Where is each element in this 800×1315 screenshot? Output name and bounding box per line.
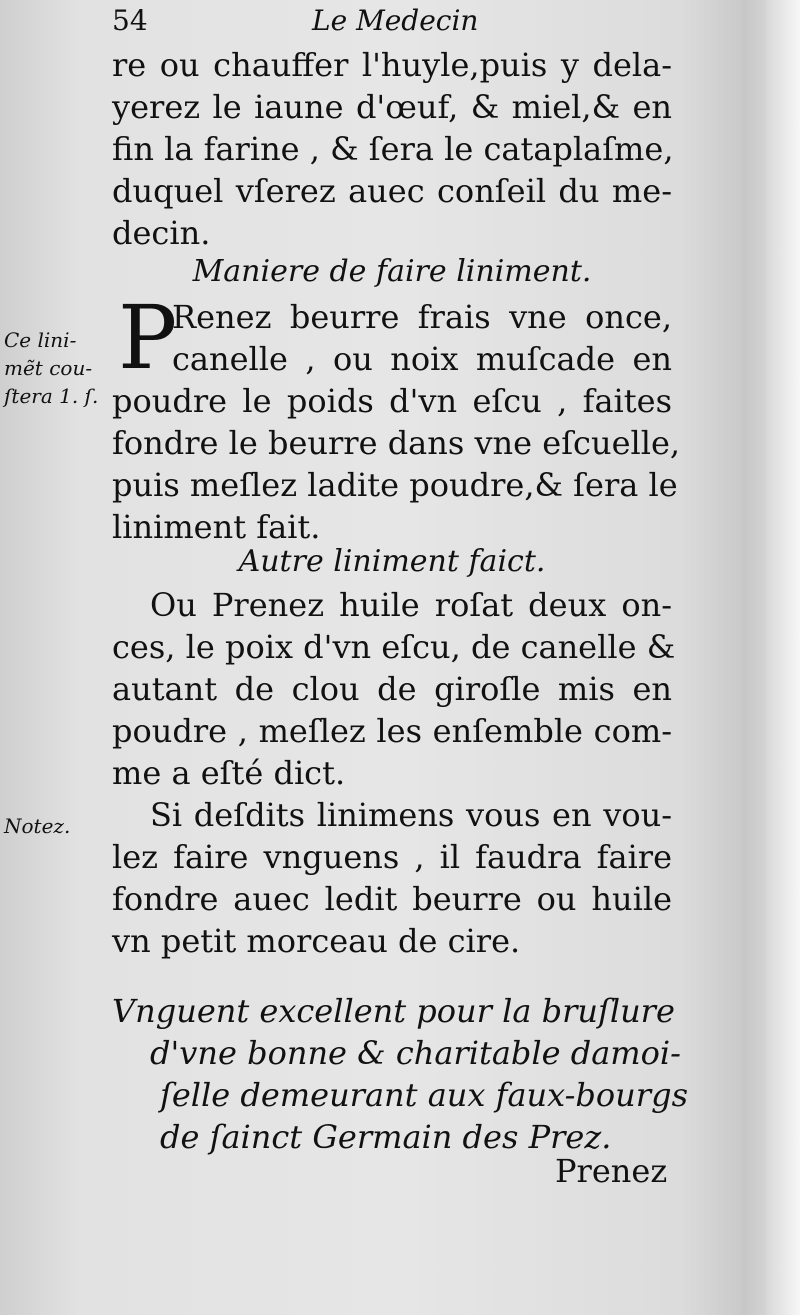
- text-line: Renez beurre frais vne once,: [172, 298, 672, 336]
- text-line: vn petit morceau de cire.: [112, 922, 521, 960]
- text-line: d'vne bonne & charitable damoi-: [150, 1034, 681, 1072]
- text-line: ſelle demeurant aux faux-bourgs: [160, 1076, 688, 1114]
- text-line: Si deſdits linimens vous en vou-: [150, 796, 672, 834]
- margin-note-notez: Notez.: [4, 814, 71, 838]
- drop-capital: P: [118, 286, 178, 389]
- text-line: re ou chauffer l'huyle,puis y dela-: [112, 46, 672, 84]
- margin-note: [4, 326, 98, 410]
- text-line: Vnguent excellent pour la bruſlure: [112, 992, 675, 1030]
- text-line: liniment fait.: [112, 508, 321, 546]
- text-line: lez faire vnguens , il faudra faire: [112, 838, 672, 876]
- text-line: ces, le poix d'vn eſcu, de canelle &: [112, 628, 676, 666]
- text-line: autant de clou de giroſle mis en: [112, 670, 672, 708]
- section-heading: Maniere de faire liniment.: [192, 254, 592, 289]
- text-line: fondre le beurre dans vne eſcuelle,: [112, 424, 681, 462]
- text-line: yerez le iaune d'œuf, & miel,& en: [112, 88, 672, 126]
- page-edge-shadow: [740, 0, 800, 1315]
- text-line: decin.: [112, 214, 211, 252]
- text-line: me a eſté dict.: [112, 754, 346, 792]
- text-line: de ſainct Germain des Prez.: [160, 1118, 612, 1156]
- page-number: 54: [112, 4, 148, 37]
- running-title: Le Medecin: [312, 4, 479, 37]
- margin-note-line: ſtera 1. ſ.: [4, 384, 99, 408]
- text-line: Ou Prenez huile roſat deux on-: [150, 586, 672, 624]
- text-line: fondre auec ledit beurre ou huile: [112, 880, 672, 918]
- text-line: poudre , meſlez les enſemble com-: [112, 712, 672, 750]
- text-line: canelle , ou noix muſcade en: [172, 340, 672, 378]
- text-line: poudre le poids d'vn eſcu , faites: [112, 382, 672, 420]
- text-line: fin la farine , & ſera le cataplaſme,: [112, 130, 674, 168]
- margin-note-line: Ce lini-: [4, 328, 77, 352]
- catchword: Prenez: [555, 1152, 668, 1190]
- margin-note-line: mẽt cou-: [4, 356, 93, 380]
- section-heading: Autre liniment faict.: [238, 544, 546, 579]
- text-line: puis meſlez ladite poudre,& ſera le: [112, 466, 678, 504]
- text-line: duquel vſerez auec conſeil du me-: [112, 172, 672, 210]
- page-header: [112, 4, 672, 40]
